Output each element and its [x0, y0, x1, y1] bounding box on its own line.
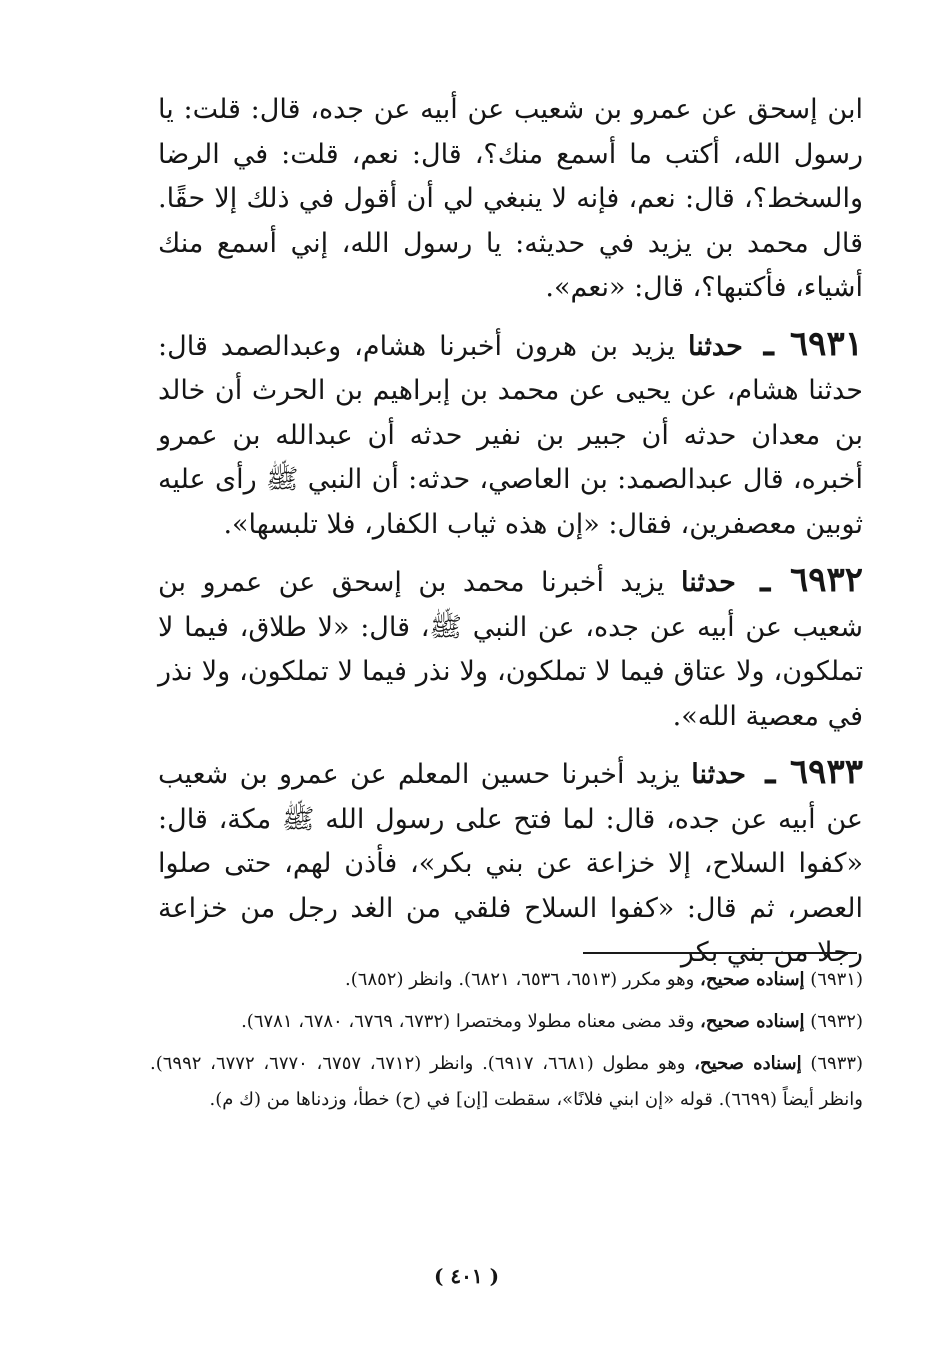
footnote-6931 — [150, 962, 863, 998]
hadith-lead-word: حدثنا — [688, 330, 743, 362]
footnote-ref: (٦٩٣٣) — [810, 1053, 864, 1074]
hadith-text: يزيد أخبرنا حسين المعلم عن عمرو بن شعيب عن أبيه عن جده، قال: لما فتح على رسول الله ﷺ مكة، قال: «كفوا السلاح، إلا خزاعة عن بني بكر»، فأذن لهم، حتى صلوا العصر، ثم قال: «كفوا السلاح فلقي من الغد رجل من خزاعة رجلا من بني بكر — [158, 759, 863, 968]
page-number: ( ٤٠١ ) — [433, 1264, 500, 1288]
footnote-grade: إسناده صحيح، — [700, 1011, 805, 1032]
hadith-number: ٦٩٣٢ ـ — [760, 560, 863, 600]
footnote-6933 — [150, 1046, 863, 1118]
footnote-ref: (٦٩٣٢) — [810, 1011, 863, 1032]
footnotes — [150, 962, 863, 1124]
footnote-text: وهو مكرر (٦٥١٣، ٦٥٣٦، ٦٨٢١). وانظر (٦٨٥٢). — [345, 969, 695, 990]
hadith-text: يزيد أخبرنا محمد بن إسحق عن عمرو بن شعيب عن أبيه عن جده، عن النبي ﷺ، قال: «لا طلاق، فيما لا تملكون، ولا عتاق فيما لا تملكون، ولا نذر فيما لا تملكون، ولا نذر في معصية الله». — [158, 567, 863, 732]
paragraph-continuation — [158, 88, 863, 311]
footnote-6932 — [150, 1004, 863, 1040]
hadith-text: يزيد بن هرون أخبرنا هشام، وعبدالصمد قال: حدثنا هشام، عن يحيى عن محمد بن إبراهيم بن الحرث أن خالد بن معدان حدثه أن جبير بن نفير حدثه أن عبدالله بن عمرو أخبره، قال عبدالصمد: بن العاصي، حدثه: أن النبي ﷺ رأى عليه ثوبين معصفرين، فقال: «إن هذه ثياب الكفار، فلا تلبسها». — [158, 330, 863, 540]
paragraph-text: ابن إسحق عن عمرو بن شعيب عن أبيه عن جده، قال: قلت: يا رسول الله، أكتب ما أسمع منك؟، قال: نعم، قلت: في الرضا والسخط؟، قال: نعم، فإنه لا ينبغي لي أن أقول في ذلك إلا حقًا. قال محمد بن يزيد في حديثه: يا رسول الله، إني أسمع منك أشياء، فأكتبها؟، قال: «نعم». — [158, 94, 863, 303]
footnote-ref: (٦٩٣١) — [810, 969, 863, 990]
footnote-grade: إسناده صحيح، — [700, 969, 805, 990]
hadith-lead-word: حدثنا — [681, 567, 736, 598]
footnote-divider — [583, 952, 857, 954]
footnote-text: وقد مضى معناه مطولا ومختصرا (٦٧٣٢، ٦٧٦٩، ٦٧٨٠، ٦٧٨١). — [241, 1011, 695, 1032]
footnote-text: وهو مطول (٦٦٨١، ٦٩١٧). وانظر (٦٧١٢، ٦٧٥٧، ٦٧٧٠، ٦٧٧٢، ٦٩٩٢). وانظر أيضاً (٦٦٩٩). قوله «إن ابني فلانًا»، سقطت [إن] في (ح) خطأ، وزدناها من (ك م). — [150, 1053, 863, 1110]
hadith-lead-word: حدثنا — [691, 759, 747, 790]
hadith-number: ٦٩٣١ ـ — [763, 323, 863, 364]
main-text — [158, 88, 863, 976]
hadith-6931 — [158, 322, 863, 548]
hadith-6933 — [158, 750, 863, 976]
hadith-6932 — [158, 558, 863, 739]
footnote-grade: إسناده صحيح، — [694, 1053, 802, 1074]
hadith-number: ٦٩٣٣ ـ — [765, 752, 863, 792]
